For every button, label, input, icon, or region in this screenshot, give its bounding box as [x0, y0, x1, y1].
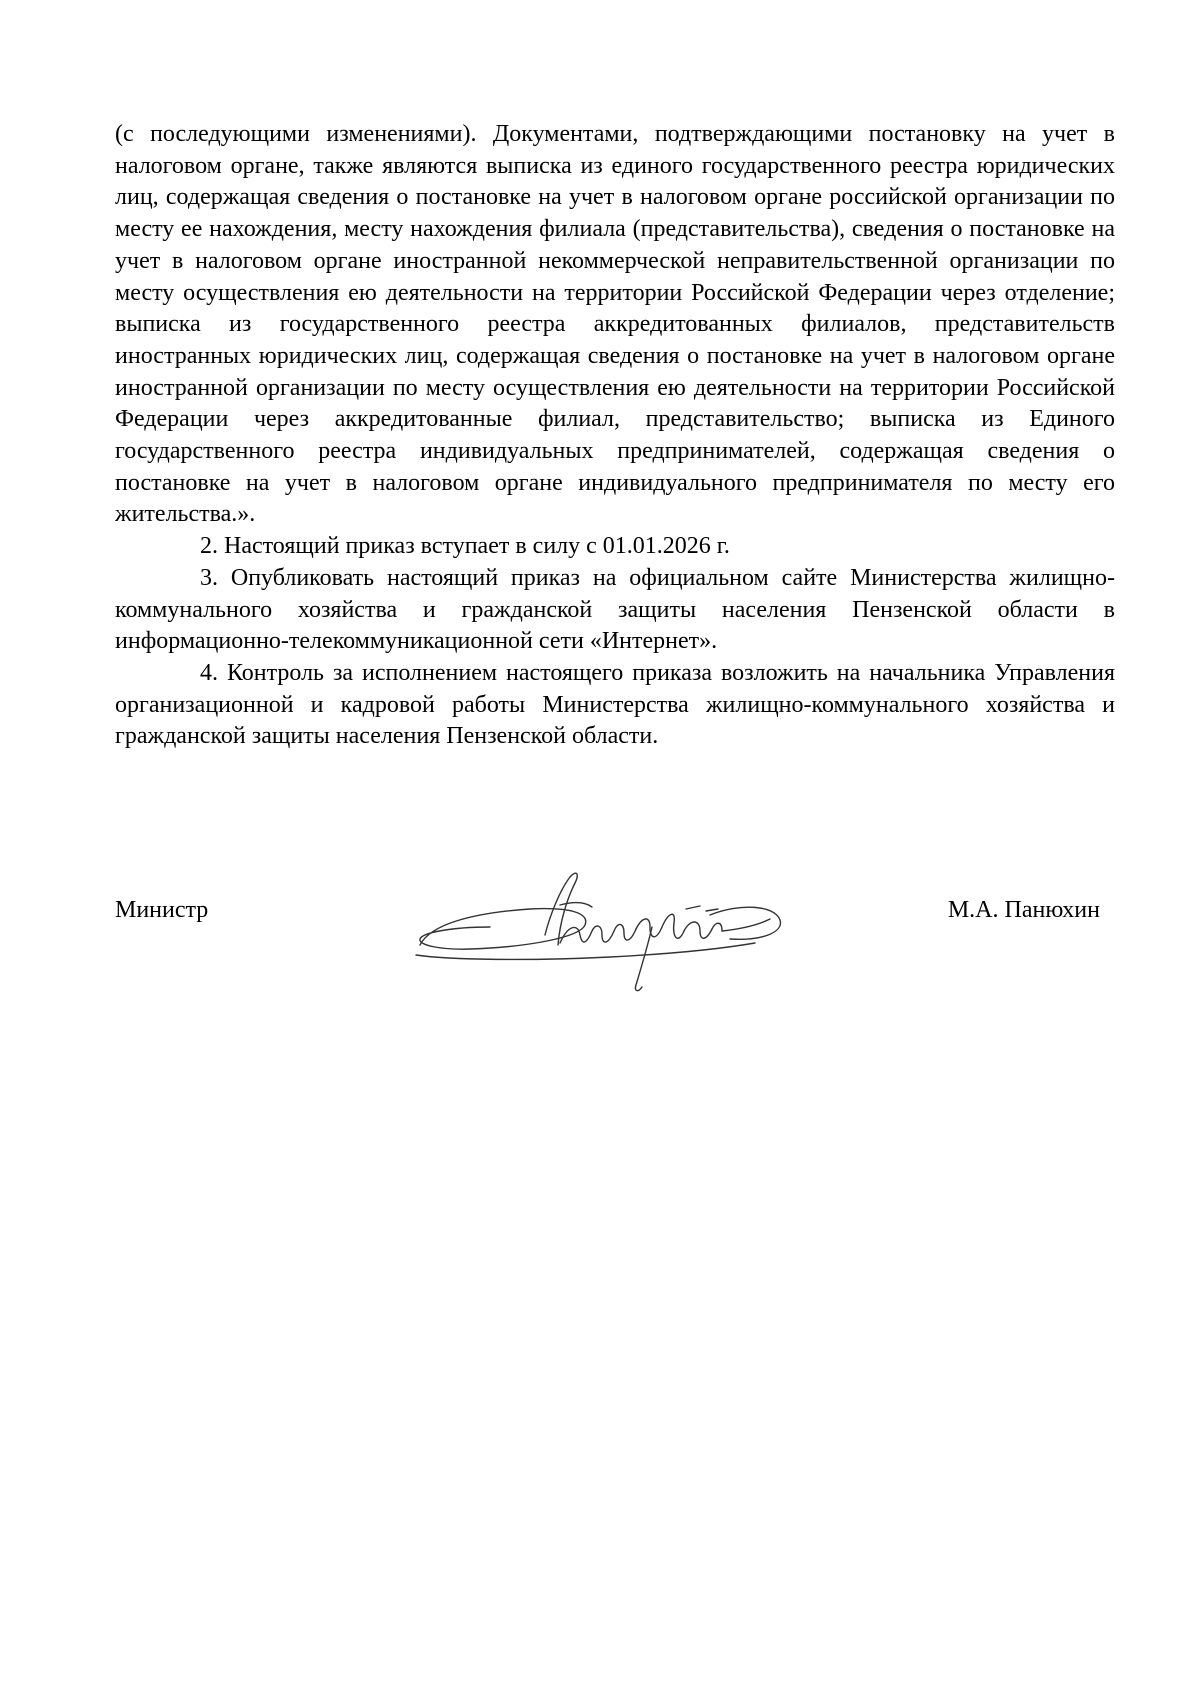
- item-2-paragraph: 2. Настоящий приказ вступает в силу с 01.01.2026 г.: [200, 533, 730, 560]
- continuation-paragraph: (с последующими изменениями). Документами, подтверждающими постановку на учет в налоговом органе, также являются выписка из единого государственного реестра юридических лиц, содержащая сведения о постановке на учет в налоговом органе российской организации по месту ее нахождения, месту нахождения филиала (представительства), сведения о постановке на учет в налоговом органе иностранной некоммерческой неправительственной организации по месту осуществления ею деятельности на территории Российской Федерации через отделение; выписка из государственного реестра аккредитованных филиалов, представительств иностранных юридических лиц, содержащая сведения о постановке на учет в налоговом органе иностранной организации по месту осуществления ею деятельности на территории Российской Федерации через аккредитованные филиал, представительство; выписка из Единого государственного реестра индивидуальных предпринимателей, содержащая сведения о постановке на учет в налоговом органе индивидуального предпринимателя по месту его жительства.».: [115, 121, 1115, 528]
- signature-block: [115, 865, 1115, 1005]
- document-body: [115, 119, 1115, 753]
- signatory-title: Министр: [115, 897, 209, 923]
- signatory-name: М.А. Панюхин: [947, 897, 1100, 923]
- item-4-paragraph: 4. Контроль за исполнением настоящего приказа возложить на начальника Управления организационной и кадровой работы Министерства жилищно-коммунального хозяйства и гражданской защиты населения Пензенской области.: [115, 659, 1115, 750]
- handwritten-signature: [410, 865, 800, 995]
- item-3-paragraph: 3. Опубликовать настоящий приказ на официальном сайте Министерства жилищно-коммунального хозяйства и гражданской защиты населения Пензенской области в информационно-телекоммуникационной сети «Интернет».: [115, 564, 1115, 655]
